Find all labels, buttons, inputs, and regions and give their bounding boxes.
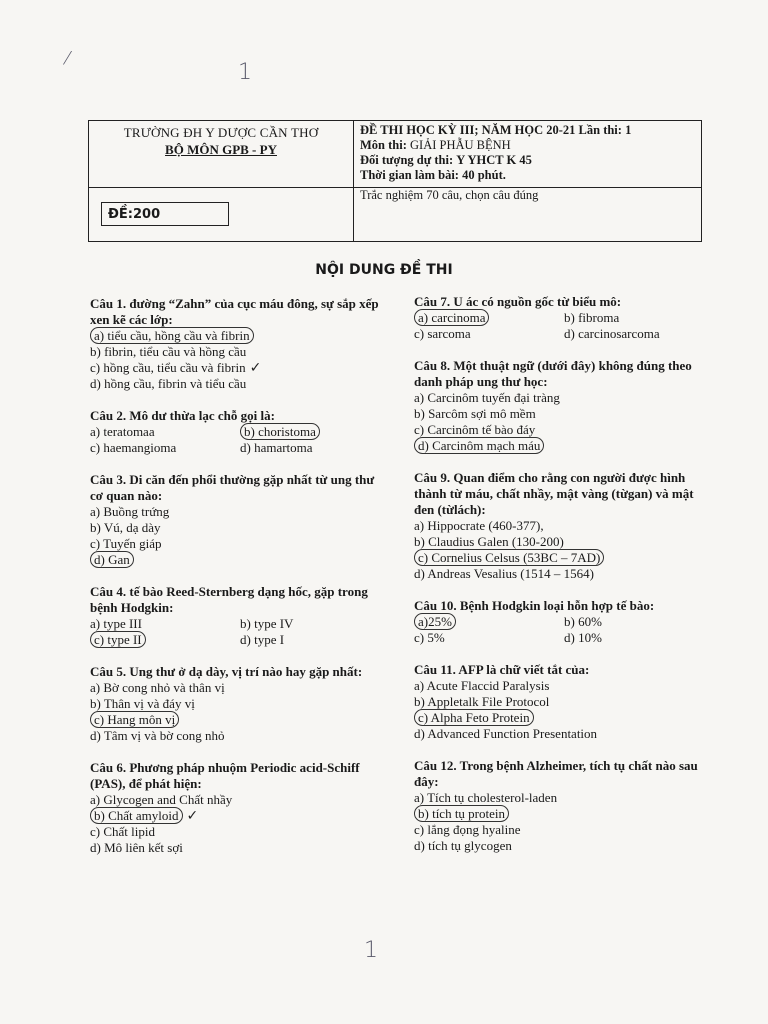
answer-option: [414, 630, 564, 646]
school-cell: [89, 121, 354, 188]
answer-option: [90, 424, 240, 440]
subject-label: Môn thi:: [360, 138, 407, 152]
exam-code-cell: [89, 188, 354, 241]
question: [90, 296, 390, 392]
handwritten-page-number-bottom: 1: [364, 938, 378, 963]
answer-option: [90, 344, 390, 360]
answer-option-text: b) Claudius Galen (130-200): [414, 534, 564, 549]
answer-option-text: a) teratomaa: [90, 424, 155, 439]
answer-option: [564, 310, 714, 326]
exam-header-table: [88, 120, 702, 242]
answer-option-text: a) carcinoma: [414, 309, 489, 326]
question: [90, 408, 390, 456]
instructions: Trắc nghiệm 70 câu, chọn câu đúng: [360, 188, 539, 202]
answer-option: [90, 712, 390, 728]
answer-option: [240, 440, 390, 456]
answer-option-text: a) Hippocrate (460-377),: [414, 518, 544, 533]
answer-option-text: b) 60%: [564, 614, 602, 629]
answer-option-text: d) hồng cầu, fibrin và tiểu cầu: [90, 376, 247, 391]
answer-option: [90, 728, 390, 744]
answer-option: [90, 824, 390, 840]
answer-option-text: c) lắng đọng hyaline: [414, 822, 521, 837]
question-text: Câu 2. Mô dư thừa lạc chỗ gọi là:: [90, 408, 275, 423]
school-name: TRƯỜNG ĐH Y DƯỢC CẦN THƠ: [123, 125, 319, 140]
answer-option-text: c) Chất lipid: [90, 824, 155, 839]
answer-option-text: a) Buồng trứng: [90, 504, 170, 519]
answer-option-text: a) tiểu cầu, hồng cầu và fibrin: [90, 327, 254, 344]
answer-option: [414, 790, 714, 806]
answer-option: [90, 376, 390, 392]
duration: 40 phút.: [462, 168, 506, 182]
instructions-cell: [354, 188, 701, 241]
section-title: NỘI DUNG ĐỀ THI: [315, 262, 453, 278]
answer-option: [90, 504, 390, 520]
answer-option: [414, 326, 564, 342]
question-text: Câu 7. U ác có nguồn gốc từ biểu mô:: [414, 294, 622, 309]
answer-option-text: d) tích tụ glycogen: [414, 838, 512, 853]
answer-option: [90, 520, 390, 536]
question: [414, 598, 714, 646]
exam-code: ĐỀ:200: [101, 202, 229, 226]
question: [414, 758, 714, 854]
questions-left-column: [90, 296, 390, 856]
questions-right-column: [414, 294, 714, 854]
answer-option-text: b) Chất amyloid: [90, 807, 183, 824]
answer-option-text: c) Cornelius Celsus (53BC – 7AD): [414, 549, 604, 566]
answer-option-text: c) hồng cầu, tiểu cầu và fibrin: [90, 360, 246, 375]
question: [90, 664, 390, 744]
answer-option-text: b) Sarcôm sợi mô mềm: [414, 406, 536, 421]
answer-option: [90, 680, 390, 696]
question-text: Câu 12. Trong bệnh Alzheimer, tích tụ chất nào sau đây:: [414, 758, 698, 789]
answer-option-text: c) Carcinôm tế bào đáy: [414, 422, 536, 437]
answer-option: [414, 406, 714, 422]
answer-option-text: a) Tích tụ cholesterol-laden: [414, 790, 558, 805]
answer-option-text: c) Alpha Feto Protein: [414, 709, 534, 726]
answer-option: [564, 614, 714, 630]
question: [90, 760, 390, 856]
answer-option-text: a)25%: [414, 613, 456, 630]
answer-option: [90, 360, 390, 376]
answer-option-text: d) hamartoma: [240, 440, 313, 455]
check-mark-icon: ✓: [249, 360, 262, 376]
question: [414, 470, 714, 582]
answer-option-text: a) type III: [90, 616, 142, 631]
answer-option: [414, 550, 714, 566]
answer-option-text: d) Advanced Function Presentation: [414, 726, 598, 741]
answer-option: [414, 806, 714, 822]
answer-option: [90, 328, 390, 344]
answer-option-text: b) choristoma: [240, 423, 320, 440]
answer-option: [90, 616, 240, 632]
question: [414, 358, 714, 454]
answer-option: [414, 438, 714, 454]
answer-option-text: b) tích tụ protein: [414, 805, 509, 822]
answer-option-text: d) type I: [240, 632, 285, 647]
question-text: Câu 6. Phương pháp nhuộm Periodic acid-Schiff (PAS), để phát hiện:: [90, 760, 360, 791]
answer-option-text: a) Bờ cong nhỏ và thân vị: [90, 680, 225, 695]
department-name: BỘ MÔN GPB - PY: [165, 142, 277, 157]
answer-option: [414, 726, 714, 742]
question-text: Câu 8. Một thuật ngữ (dưới đây) không đúng theo danh pháp ung thư học:: [414, 358, 692, 389]
question-text: Câu 3. Di căn đến phổi thường gặp nhất từ ung thư cơ quan nào:: [90, 472, 375, 503]
answer-option-text: d) carcinosarcoma: [564, 326, 660, 341]
answer-option: [240, 616, 390, 632]
question: [90, 584, 390, 648]
answer-option: [414, 694, 714, 710]
question-text: Câu 11. AFP là chữ viết tắt của:: [414, 662, 590, 677]
answer-option-text: b) fibroma: [564, 310, 620, 325]
answer-option-text: c) Tuyến giáp: [90, 536, 162, 551]
question-text: Câu 5. Ung thư ở dạ dày, vị trí nào hay gặp nhất:: [90, 664, 363, 679]
question: [414, 662, 714, 742]
answer-option: [414, 310, 564, 326]
subject: GIẢI PHẪU BỆNH: [410, 138, 511, 152]
answer-option-text: c) Hang môn vị: [90, 711, 179, 728]
answer-option-text: c) haemangioma: [90, 440, 177, 455]
answer-option-text: d) Carcinôm mạch máu: [414, 437, 544, 454]
answer-option-text: d) Mô liên kết sợi: [90, 840, 183, 855]
answer-option: [90, 808, 390, 824]
handwritten-page-number-top: 1: [238, 60, 252, 85]
answer-option: [414, 422, 714, 438]
answer-option-text: b) type IV: [240, 616, 294, 631]
question-text: Câu 9. Quan điểm cho rằng con người được hình thành từ máu, chất nhầy, mật vàng (từgan) và mật đen (từlách):: [414, 470, 694, 517]
question-text: Câu 4. tế bào Reed-Sternberg dạng hốc, gặp trong bệnh Hodgkin:: [90, 584, 368, 615]
answer-option: [414, 518, 714, 534]
pen-mark: ⁄: [66, 48, 70, 69]
question-text: Câu 1. đường “Zahn” của cục máu đông, sự sắp xếp xen kẽ các lớp:: [90, 296, 379, 327]
answer-option: [414, 710, 714, 726]
answer-option: [414, 678, 714, 694]
answer-option: [414, 534, 714, 550]
answer-option-text: d) Tâm vị và bờ cong nhỏ: [90, 728, 225, 743]
answer-option-text: c) type II: [90, 631, 146, 648]
answer-option-text: d) Gan: [90, 551, 134, 568]
answer-option: [90, 440, 240, 456]
answer-option-text: a) Carcinôm tuyến đại tràng: [414, 390, 560, 405]
question: [414, 294, 714, 342]
answer-option: [414, 566, 714, 582]
answer-option-text: a) Acute Flaccid Paralysis: [414, 678, 550, 693]
check-mark-icon: ✓: [186, 808, 199, 824]
answer-option: [90, 632, 240, 648]
answer-option-text: b) Thân vị và đáy vị: [90, 696, 195, 711]
answer-option: [414, 614, 564, 630]
answer-option: [90, 840, 390, 856]
answer-option-text: d) 10%: [564, 630, 602, 645]
question: [90, 472, 390, 568]
answer-option-text: d) Andreas Vesalius (1514 – 1564): [414, 566, 594, 581]
answer-option: [414, 838, 714, 854]
audience: Y YHCT K 45: [456, 153, 532, 167]
answer-option: [564, 630, 714, 646]
answer-option: [90, 792, 390, 808]
answer-option-text: b) Appletalk File Protocol: [414, 694, 550, 709]
answer-option: [90, 536, 390, 552]
answer-option-text: b) Vú, dạ dày: [90, 520, 161, 535]
answer-option: [90, 696, 390, 712]
exam-title: ĐỀ THI HỌC KỲ III; NĂM HỌC 20-21 Lần thi: 1: [360, 123, 632, 137]
answer-option: [90, 552, 390, 568]
answer-option-text: c) sarcoma: [414, 326, 471, 341]
answer-option: [240, 632, 390, 648]
answer-option: [564, 326, 714, 342]
answer-option-text: a) Glycogen and Chất nhầy: [90, 792, 233, 807]
answer-option-text: b) fibrin, tiểu cầu và hồng cầu: [90, 344, 247, 359]
answer-option: [414, 822, 714, 838]
question-text: Câu 10. Bệnh Hodgkin loại hỗn hợp tế bào:: [414, 598, 655, 613]
answer-option-text: c) 5%: [414, 630, 445, 645]
answer-option: [414, 390, 714, 406]
audience-label: Đối tượng dự thi:: [360, 153, 454, 167]
answer-option: [240, 424, 390, 440]
duration-label: Thời gian làm bài:: [360, 168, 459, 182]
exam-info-cell: [354, 121, 701, 188]
